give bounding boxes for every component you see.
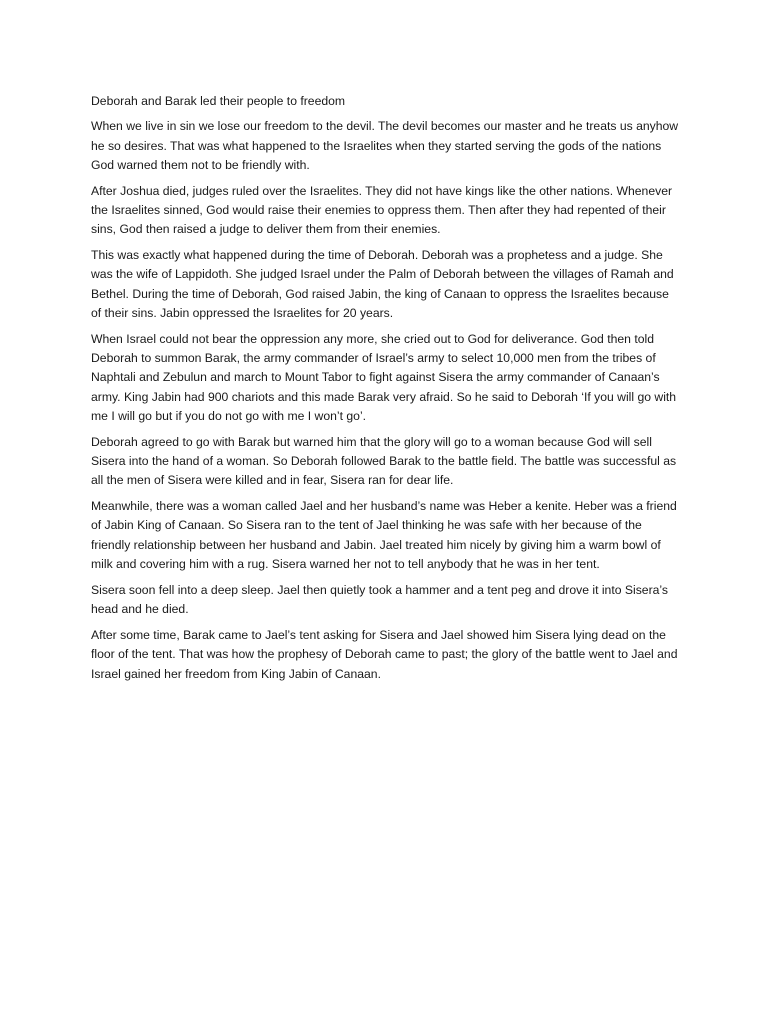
paragraph-3: This was exactly what happened during the time of Deborah. Deborah was a prophetess and a judge. She was the wife of Lappidoth. She judged Israel under the Palm of Deborah between the villages of Ramah and Bethel. During the time of Deborah, God raised Jabin, the king of Canaan to oppress the Israelites because of their sins. Jabin oppressed the Israelites for 20 years. [91,248,674,320]
paragraph-6: Meanwhile, there was a woman called Jael and her husband’s name was Heber a kenite. Heber was a friend of Jabin King of Canaan. So Sisera ran to the tent of Jael thinking he was safe with her because of the friendly relationship between her husband and Jabin. Jael treated him nicely by giving him a warm bowl of milk and covering him with a rug. Sisera warned her not to tell anybody that he was in her tent. [91,499,677,572]
paragraph-4: When Israel could not bear the oppression any more, she cried out to God for deliverance. God then told Deborah to summon Barak, the army commander of Israel’s army to select 10,000 men from the tribes of Naphtali and Zebulun and march to Mount Tabor to fight against Sisera the army commander of Canaan’s army. King Jabin had 900 chariots and this made Barak very afraid. So he said to Deborah ‘If you will go with me I will go but if you do not go with me I won’t go’. [91,331,677,423]
document-title: Deborah and Barak led their people to freedom [91,94,346,108]
paragraph-1: When we live in sin we lose our freedom to the devil. The devil becomes our master and he treats us anyhow he so desires. That was what happened to the Israelites when they started serving the gods of the nations God warned them not to be friendly with. [91,119,679,172]
paragraph-2: After Joshua died, judges ruled over the Israelites. They did not have kings like the other nations. Whenever the Israelites sinned, God would raise their enemies to oppress them. Then after they had repented of their sins, God then raised a judge to deliver them from their enemies. [91,183,673,237]
paragraph-5: Deborah agreed to go with Barak but warned him that the glory will go to a woman because God will sell Sisera into the hand of a woman. So Deborah followed Barak to the battle field. The battle was successful as all the men of Sisera were killed and in fear, Sisera ran for dear life. [91,434,677,488]
document-page [91,92,681,690]
paragraph-7: Sisera soon fell into a deep sleep. Jael then quietly took a hammer and a tent peg and drove it into Sisera’s head and he died. [91,582,669,617]
paragraph-8: After some time, Barak came to Jael’s tent asking for Sisera and Jael showed him Sisera lying dead on the floor of the tent. That was how the prophesy of Deborah came to past; the glory of the battle went to Jael and Israel gained her freedom from King Jabin of Canaan. [91,627,678,681]
